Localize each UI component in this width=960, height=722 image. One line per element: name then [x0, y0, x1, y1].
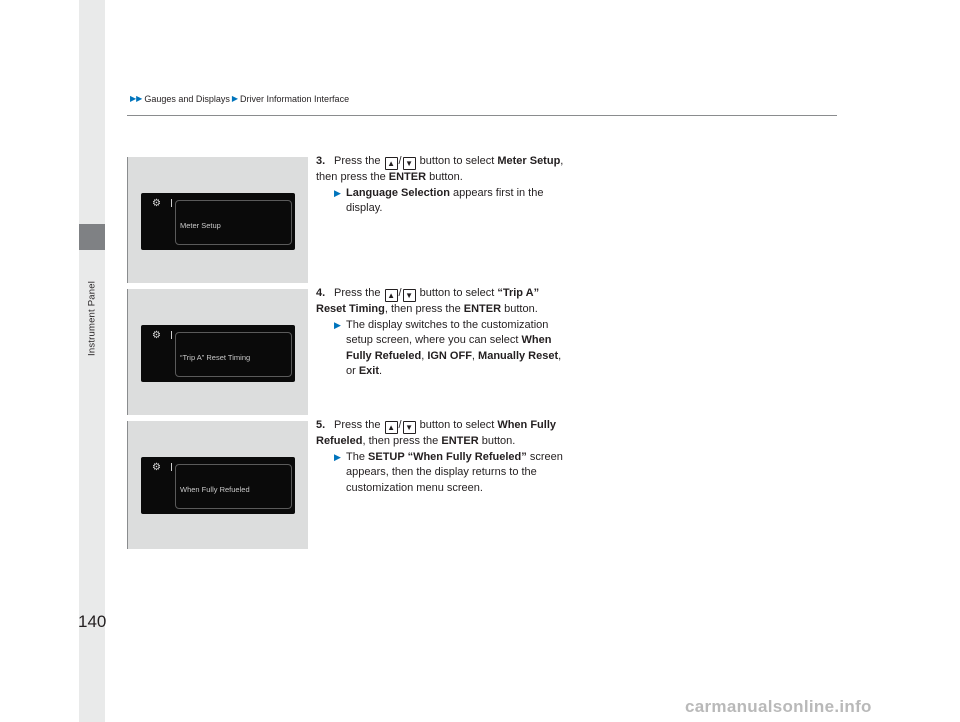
- down-button-icon: ▼: [403, 421, 416, 434]
- display-menu-label: “Trip A” Reset Timing: [180, 353, 251, 362]
- section-tab-label: Instrument Panel: [86, 280, 98, 356]
- down-button-icon: ▼: [403, 289, 416, 302]
- step-result: ▶ The display switches to the customization setup screen, where you can select When Fully Refueled, IGN OFF, Manually Reset, or Exit.: [316, 318, 566, 380]
- up-button-icon: ▲: [385, 421, 398, 434]
- instruction-step: 3. Press the ▲ / ▼ button to select Meter Setup, then press the ENTER button. ▶ Language Selection appears first in the display.: [316, 154, 566, 217]
- header-rule: [127, 115, 837, 116]
- instruction-step: 5. Press the ▲ / ▼ button to select When Fully Refueled, then press the ENTER button. ▶ The SETUP “When Fully Refueled” screen appears, then the display returns to the customization menu screen.: [316, 418, 566, 496]
- result-arrow-icon: ▶: [334, 187, 341, 198]
- display-screen: [141, 457, 295, 514]
- step-result: ▶ The SETUP “When Fully Refueled” screen appears, then the display returns to the customization menu screen.: [316, 450, 566, 497]
- result-arrow-icon: ▶: [334, 451, 341, 462]
- display-illustration-panel: [127, 157, 308, 283]
- step-number: 3.: [316, 155, 326, 167]
- section-tab-marker: [79, 224, 105, 250]
- display-illustration-panel: [127, 421, 308, 549]
- step-number: 5.: [316, 419, 326, 431]
- breadcrumb-arrow-icon: ▶: [231, 94, 239, 103]
- step-number: 4.: [316, 287, 326, 299]
- enter-button-name: ENTER: [388, 171, 427, 183]
- display-illustration-panel: [127, 289, 308, 415]
- breadcrumb-item[interactable]: Gauges and Displays: [144, 94, 230, 104]
- display-menu-box: [175, 200, 292, 245]
- enter-button-name: ENTER: [441, 435, 479, 447]
- display-menu-label: When Fully Refueled: [180, 485, 250, 494]
- breadcrumb-item[interactable]: Driver Information Interface: [240, 94, 350, 104]
- result-arrow-icon: ▶: [334, 319, 341, 330]
- breadcrumb: [130, 94, 349, 104]
- step-result: ▶ Language Selection appears first in the display.: [316, 186, 566, 217]
- watermark: carmanualsonline.info: [685, 697, 872, 716]
- instruction-step: 4. Press the ▲ / ▼ button to select “Trip A” Reset Timing, then press the ENTER button. ▶ The display switches to the customization setup screen, where you can select When Fully Refueled, IGN OFF, Manually Reset, or Exit.: [316, 286, 566, 380]
- display-screen: [141, 325, 295, 382]
- up-button-icon: ▲: [385, 289, 398, 302]
- display-tick: [171, 331, 172, 339]
- gear-icon: ⚙: [152, 198, 161, 209]
- breadcrumb-arrow-icon: ▶▶: [130, 94, 143, 103]
- gear-icon: ⚙: [152, 462, 161, 473]
- display-tick: [171, 199, 172, 207]
- down-button-icon: ▼: [403, 157, 416, 170]
- enter-button-name: ENTER: [463, 303, 502, 315]
- display-menu-box: [175, 332, 292, 377]
- up-button-icon: ▲: [385, 157, 398, 170]
- menu-target: Meter Setup: [497, 155, 561, 167]
- display-menu-label: Meter Setup: [180, 221, 221, 230]
- gear-icon: ⚙: [152, 330, 161, 341]
- display-tick: [171, 463, 172, 471]
- menu-target: “Trip A” Reset Timing: [316, 287, 540, 315]
- page-number: 140: [78, 612, 107, 631]
- menu-target: When Fully Refueled: [316, 419, 556, 447]
- display-menu-box: [175, 464, 292, 509]
- display-screen: [141, 193, 295, 250]
